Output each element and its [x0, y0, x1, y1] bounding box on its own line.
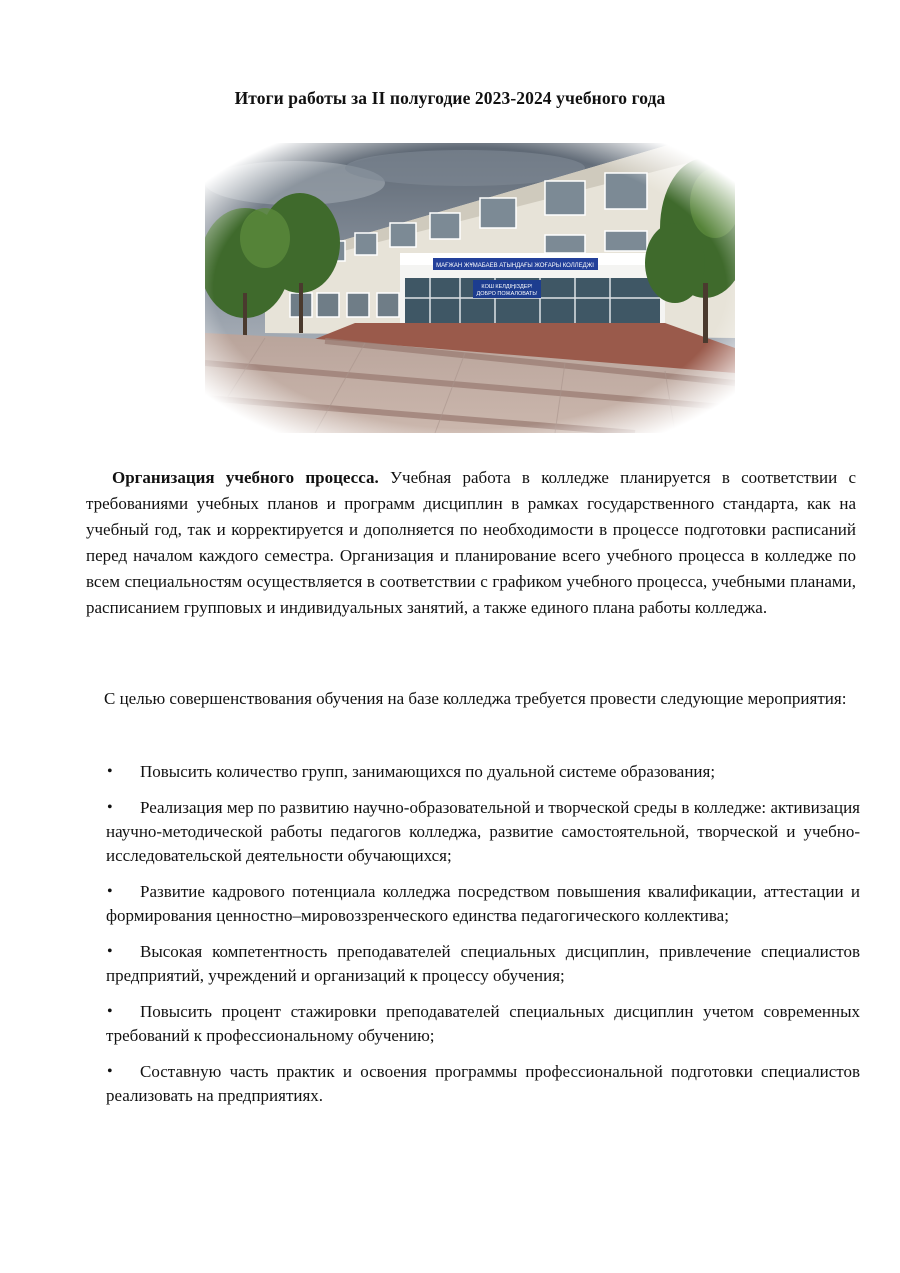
list-item: • Повысить количество групп, занимающихся по дуальной системе образования; [100, 760, 860, 784]
list-item: • Реализация мер по развитию научно-образовательной и творческой среды в колледже: активизация научно-методической работы педагогов колледжа, развитие самостоятельной, творческой и учебно-исследовательской деятельности обучающихся; [106, 798, 860, 865]
list-item: • Развитие кадрового потенциала колледжа посредством повышения квалификации, аттестации и формирования ценностно–мировоззренческого единства педагогического коллектива; [106, 882, 860, 925]
measures-list [100, 760, 860, 1120]
bullet-icon: • [107, 799, 113, 816]
paragraph-heading: Организация учебного процесса. [112, 468, 379, 487]
bullet-icon: • [107, 763, 113, 780]
list-item: • Повысить процент стажировки преподавателей специальных дисциплин учетом современных требований к профессиональному обучению; [106, 1002, 860, 1045]
paragraph-body: Учебная работа в колледже планируется в соответствии с требованиями учебных планов и программ дисциплин в рамках государственного стандарта, как на учебный год, так и корректируется и дополняется по необходимости в процессе подготовки расписаний перед началом каждого семестра. Организация и планирование всего учебного процесса в колледже по всем специальностям осуществляется в соответствии с графиком учебного процесса, учебными планами, расписанием групповых и индивидуальных занятий, а также единого плана работы колледжа. [86, 468, 856, 617]
bullet-icon: • [107, 1063, 113, 1080]
bullet-icon: • [107, 1003, 113, 1020]
college-building-photo [205, 143, 735, 433]
bullet-icon: • [107, 943, 113, 960]
goals-intro-paragraph: С целью совершенствования обучения на базе колледжа требуется провести следующие мероприятия: [104, 689, 847, 708]
bullet-icon: • [107, 883, 113, 900]
page-title: Итоги работы за II полугодие 2023-2024 учебного года [234, 88, 666, 108]
list-item: • Составную часть практик и освоения программы профессиональной подготовки специалистов реализовать на предприятиях. [106, 1062, 860, 1105]
list-item: • Высокая компетентность преподавателей специальных дисциплин, привлечение специалистов предприятий, учреждений и организаций к процессу обучения; [106, 942, 860, 985]
organization-paragraph [86, 465, 856, 621]
